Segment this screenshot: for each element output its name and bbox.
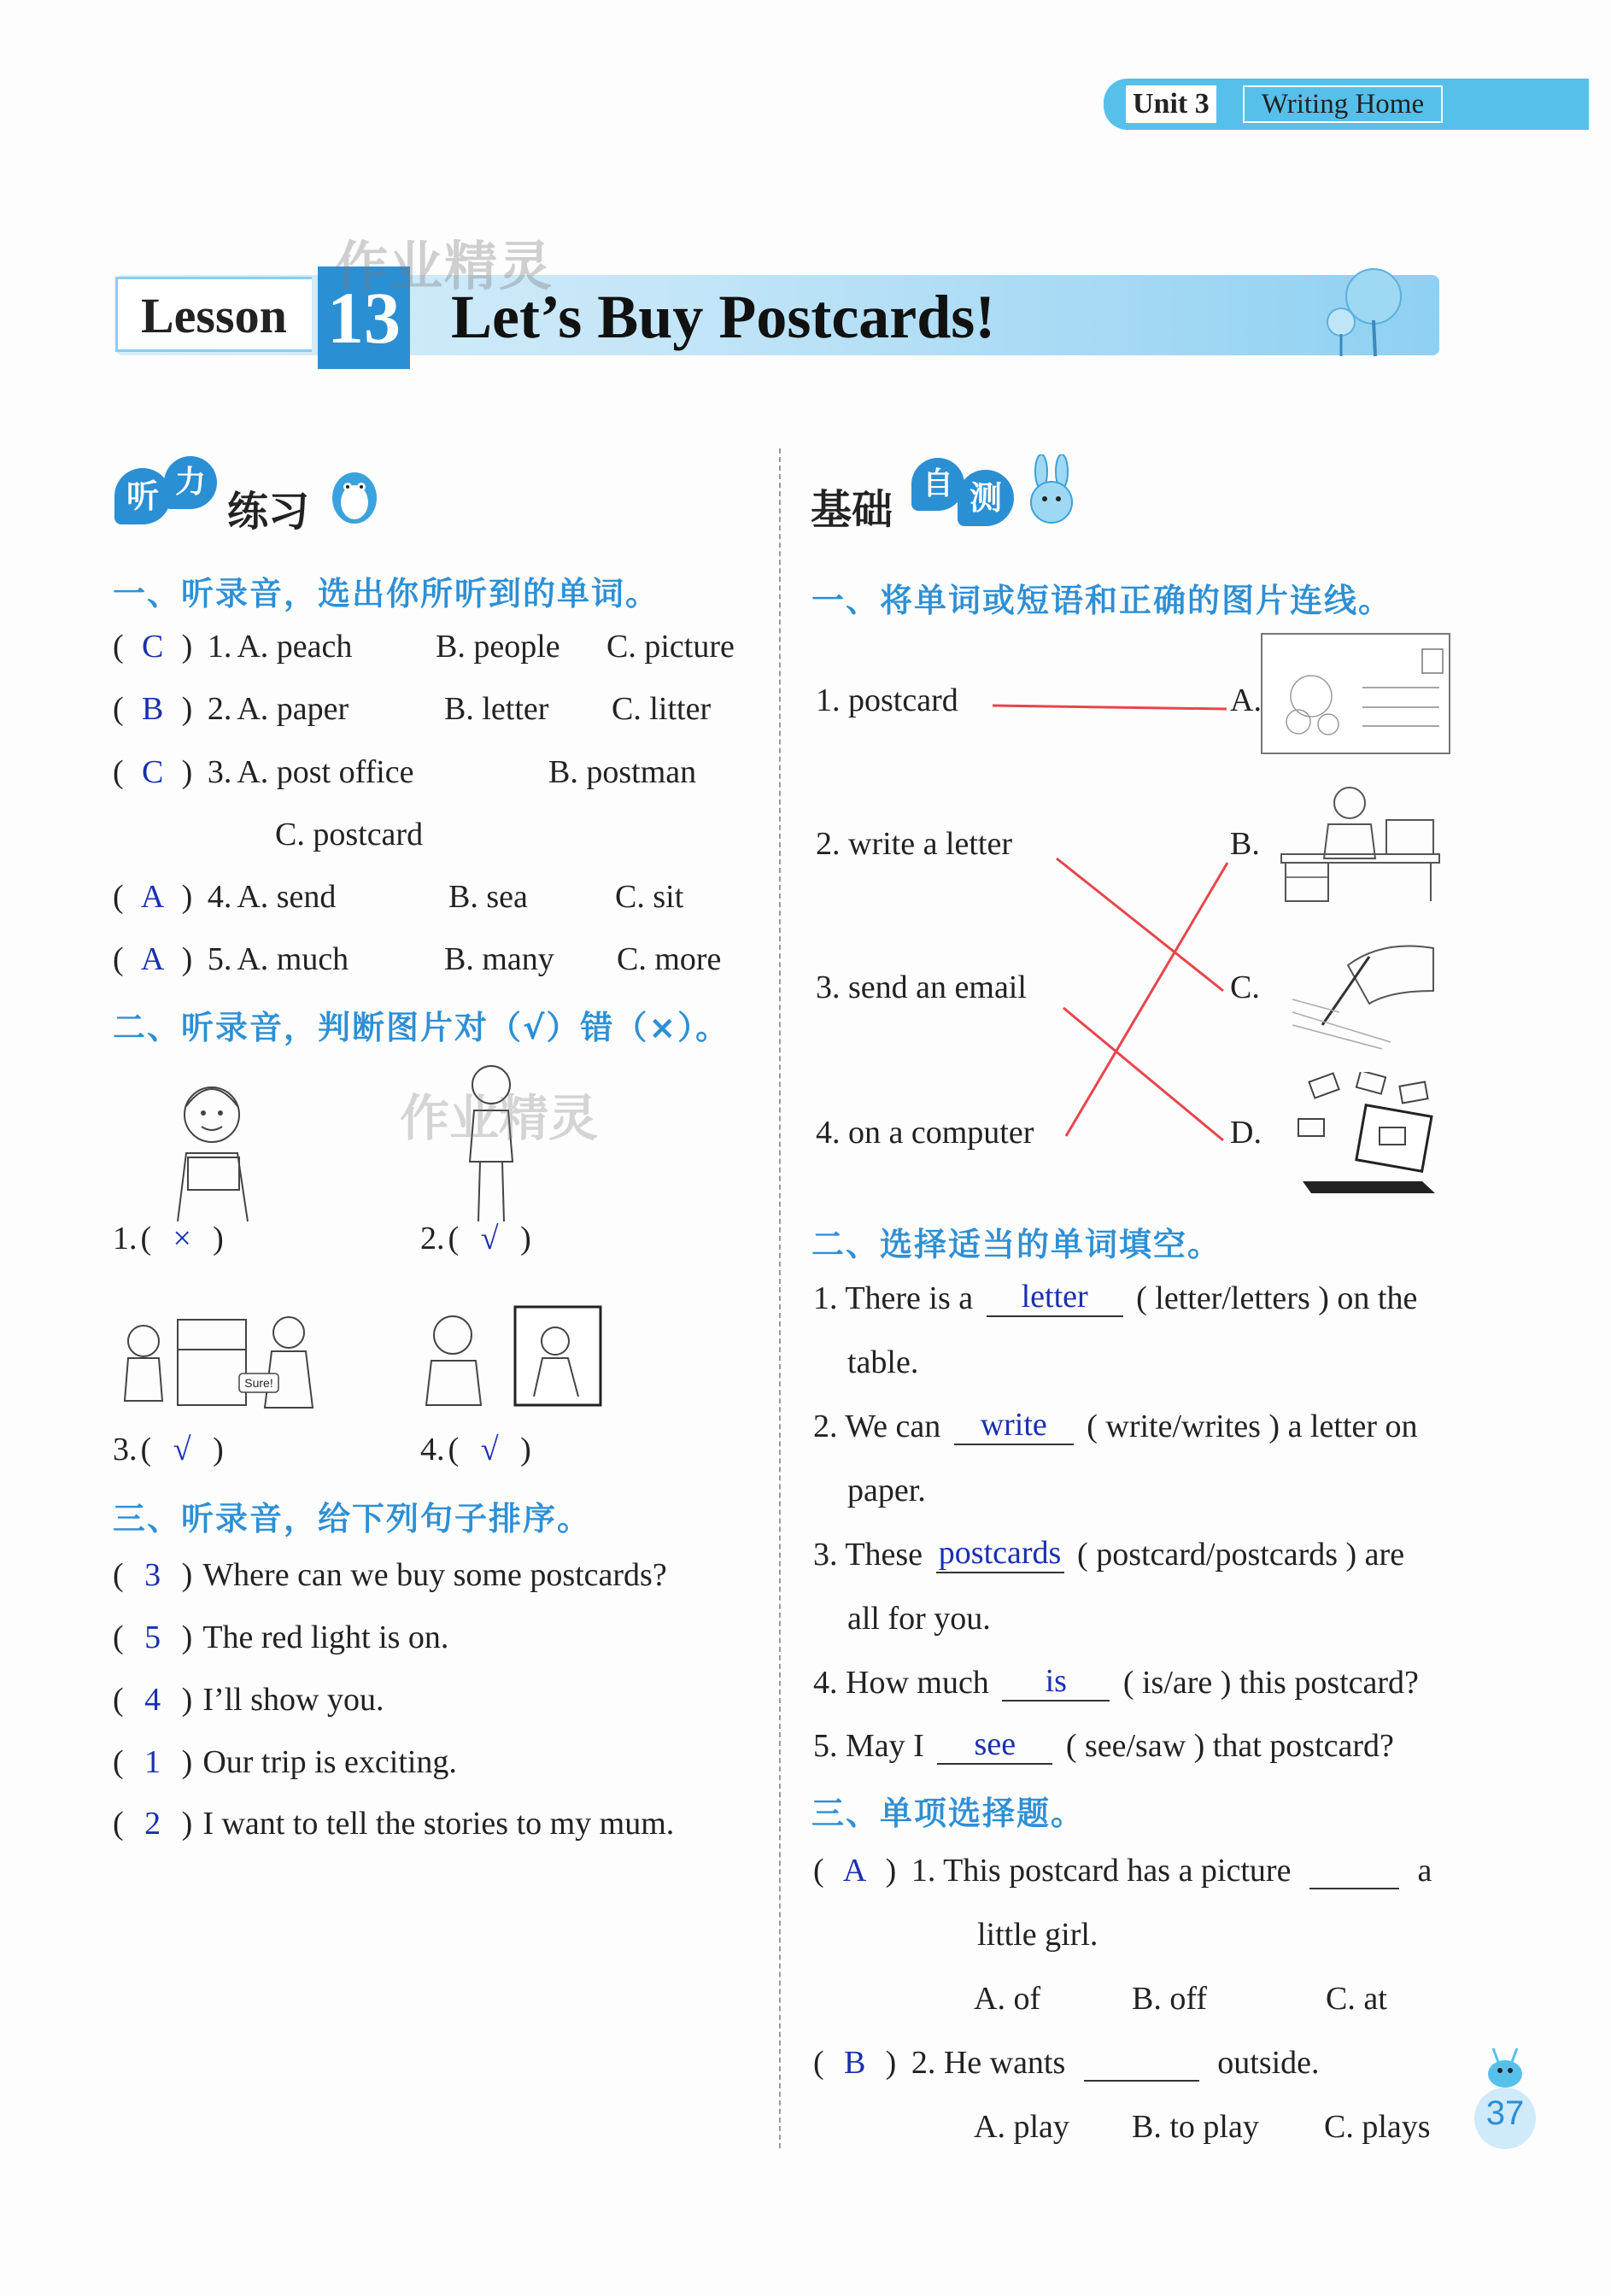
answer: 3 <box>144 1557 161 1593</box>
left-s1-row: ( A ) 4. A. send <box>113 879 337 915</box>
fill-post: that postcard? <box>1212 1728 1394 1764</box>
fill-hint: ( is/are ) <box>1122 1665 1232 1701</box>
heading-drop-c: 测 <box>958 470 1014 526</box>
left-section3-title: 三、听录音，给下列句子排序。 <box>113 1500 592 1538</box>
answer: √ <box>480 1432 499 1467</box>
fill-post: on the <box>1337 1280 1418 1316</box>
option-a: A. paper <box>237 691 349 727</box>
fill-pre: 5. May I <box>813 1728 924 1764</box>
match-line <box>1057 858 1223 991</box>
fill-hint: ( postcard/postcards ) <box>1077 1537 1357 1573</box>
match-option-d: D. <box>1230 1115 1262 1151</box>
item-num: 4. <box>207 879 232 915</box>
fill-cont: table. <box>847 1344 919 1380</box>
fill-post: are <box>1364 1537 1405 1573</box>
judge-item-4: 4. ( √ ) <box>420 1432 531 1467</box>
fill-item-4 <box>813 1664 1419 1702</box>
item-num: 2. <box>207 691 232 727</box>
choice-q1: ( A ) 1. This postcard has a picture a <box>813 1853 1432 1889</box>
item-num: 1. <box>113 1221 138 1256</box>
option-c: C. litter <box>612 691 712 727</box>
fill-hint: ( write/writes ) <box>1087 1409 1280 1444</box>
match-option-b: B. <box>1230 826 1260 862</box>
option-b: B. postman <box>548 754 697 790</box>
item-num: 3. <box>207 754 232 790</box>
question-tail: a <box>1417 1853 1432 1889</box>
answer: 2 <box>144 1806 161 1842</box>
fill-post: this postcard? <box>1239 1665 1419 1701</box>
order-item: ( 2 ) I want to tell the stories to my mum. <box>113 1806 675 1842</box>
fill-item-3 <box>813 1536 1404 1573</box>
page-number: 37 <box>1485 2094 1525 2132</box>
match-word-2: 2. write a letter <box>816 826 1013 862</box>
option-c: C. sit <box>615 879 684 915</box>
sentence: Where can we buy some postcards? <box>202 1557 667 1593</box>
fill-pre: 4. How much <box>813 1665 989 1701</box>
right-section1-title: 一、将单词或短语和正确的图片连线。 <box>811 582 1393 619</box>
option-b: B. people <box>436 629 560 665</box>
sentence: I’ll show you. <box>202 1682 384 1718</box>
option-a: A. much <box>237 941 349 977</box>
heading-drop-b: 自 <box>911 458 964 511</box>
postcard-illustration <box>1260 632 1452 756</box>
lesson-title: Let’s Buy Postcards! <box>451 283 996 351</box>
watermark-top: 作业精灵 <box>335 235 554 297</box>
fill-item-1 <box>813 1280 1417 1317</box>
match-line <box>993 706 1227 709</box>
lesson-label: Lesson <box>141 288 287 343</box>
order-item: ( 3 ) Where can we buy some postcards? <box>113 1557 667 1593</box>
heading-text: 基础 <box>811 486 893 534</box>
answer-blank: write <box>954 1408 1074 1445</box>
fill-item-5 <box>813 1727 1394 1765</box>
order-item: ( 1 ) Our trip is exciting. <box>113 1744 457 1780</box>
option-b: B. letter <box>444 691 549 727</box>
fill-hint: ( letter/letters ) <box>1136 1280 1329 1316</box>
question-text: 2. He wants <box>911 2045 1066 2081</box>
right-section2-title: 二、选择适当的单词填空。 <box>811 1226 1222 1263</box>
question-text: 1. This postcard has a picture <box>911 1853 1292 1889</box>
question-blank <box>1309 1888 1399 1889</box>
answer-blank: letter <box>987 1280 1123 1317</box>
answer: 4 <box>144 1682 161 1718</box>
laptop-email-illustration <box>1294 1072 1439 1196</box>
item-num: 5. <box>207 941 232 977</box>
match-word-3: 3. send an email <box>816 969 1027 1005</box>
match-option-a: A. <box>1230 682 1262 718</box>
answer: A <box>842 1853 867 1889</box>
left-s1-row: ( A ) 5. A. much <box>113 941 349 977</box>
right-section3-title: 三、单项选择题。 <box>811 1795 1086 1832</box>
fill-cont: all for you. <box>847 1601 991 1637</box>
judge-item-2: 2. ( √ ) <box>420 1221 531 1256</box>
fill-cont: paper. <box>847 1473 926 1508</box>
match-word-4: 4. on a computer <box>816 1115 1034 1151</box>
speech-bubble-text: Sure! <box>244 1376 273 1390</box>
computer-desk-illustration <box>1277 782 1444 905</box>
heading-text: 练习 <box>227 488 310 536</box>
match-option-c: C. <box>1230 969 1260 1005</box>
answer-blank: is <box>1002 1664 1110 1702</box>
answer: A <box>140 941 165 977</box>
answer: C <box>141 629 164 665</box>
left-s1-row: ( C ) 1. A. peach <box>113 629 353 665</box>
answer-blank: postcards <box>936 1536 1064 1573</box>
left-s1-row: ( B ) 2. A. paper <box>113 691 349 727</box>
fill-hint: ( see/saw ) <box>1065 1728 1205 1764</box>
option-c: C. picture <box>606 629 735 665</box>
item-num: 3. <box>113 1432 138 1467</box>
answer: B <box>141 691 164 727</box>
choice-q2: ( B ) 2. He wants outside. <box>813 2045 1320 2081</box>
q1-option-b: B. off <box>1132 1981 1207 2017</box>
match-word-1: 1. postcard <box>816 682 958 718</box>
sentence: I want to tell the stories to my mum. <box>202 1806 675 1842</box>
answer: B <box>843 2045 866 2081</box>
unit-label: Unit 3 <box>1126 85 1216 123</box>
watermark-middle: 作业精灵 <box>400 1089 599 1147</box>
fill-item-2 <box>813 1408 1418 1445</box>
answer: √ <box>480 1221 499 1256</box>
answer: C <box>141 754 164 790</box>
q2-option-c: C. plays <box>1324 2109 1431 2145</box>
q2-option-b: B. to play <box>1132 2109 1259 2145</box>
heading-drop-a: 听 <box>114 468 171 524</box>
option-a: A. post office <box>237 754 414 790</box>
fill-pre: 1. There is a <box>813 1280 974 1316</box>
lesson-number: 13 <box>327 277 401 359</box>
left-section1-title: 一、听录音，选出你所听到的单词。 <box>113 575 660 612</box>
fill-pre: 2. We can <box>813 1409 941 1444</box>
answer-blank: see <box>937 1727 1052 1765</box>
judge-item-1: 1. ( × ) <box>113 1221 224 1256</box>
sentence: Our trip is exciting. <box>202 1744 457 1780</box>
item-num: 4. <box>420 1432 445 1467</box>
sentence: The red light is on. <box>202 1620 449 1655</box>
option-c: C. postcard <box>275 817 424 852</box>
question-tail: outside. <box>1217 2045 1320 2081</box>
option-a: A. send <box>237 879 337 915</box>
option-c: C. more <box>617 941 722 977</box>
order-item: ( 5 ) The red light is on. <box>113 1620 449 1655</box>
option-b: B. many <box>444 941 554 977</box>
order-item: ( 4 ) I’ll show you. <box>113 1682 384 1718</box>
option-a: A. peach <box>237 629 353 665</box>
fill-post: a letter on <box>1287 1409 1418 1444</box>
option-b: B. sea <box>448 879 528 915</box>
q1-option-c: C. at <box>1326 1981 1387 2017</box>
question-blank <box>1084 2080 1199 2082</box>
writing-hand-illustration <box>1288 931 1438 1051</box>
heading-drop-b: 力 <box>164 456 217 509</box>
answer: 5 <box>144 1620 161 1655</box>
answer: 1 <box>144 1744 161 1780</box>
answer: × <box>173 1221 191 1256</box>
match-line <box>1063 1008 1223 1140</box>
match-line <box>1066 863 1227 1136</box>
item-num: 1. <box>207 629 232 665</box>
answer: √ <box>173 1432 191 1467</box>
q1-option-a: A. of <box>974 1981 1041 2017</box>
unit-title: Writing Home <box>1243 85 1443 123</box>
left-s1-row: ( C ) 3. A. post office <box>113 754 414 790</box>
question-cont: little girl. <box>977 1917 1098 1953</box>
fill-pre: 3. These <box>813 1537 923 1573</box>
item-num: 2. <box>420 1221 445 1256</box>
answer: A <box>140 879 165 915</box>
judge-item-3: 3. ( √ ) <box>113 1432 224 1467</box>
left-section2-title: 二、听录音，判断图片对（√）错（×）。 <box>113 1009 730 1046</box>
q2-option-a: A. play <box>974 2109 1069 2145</box>
